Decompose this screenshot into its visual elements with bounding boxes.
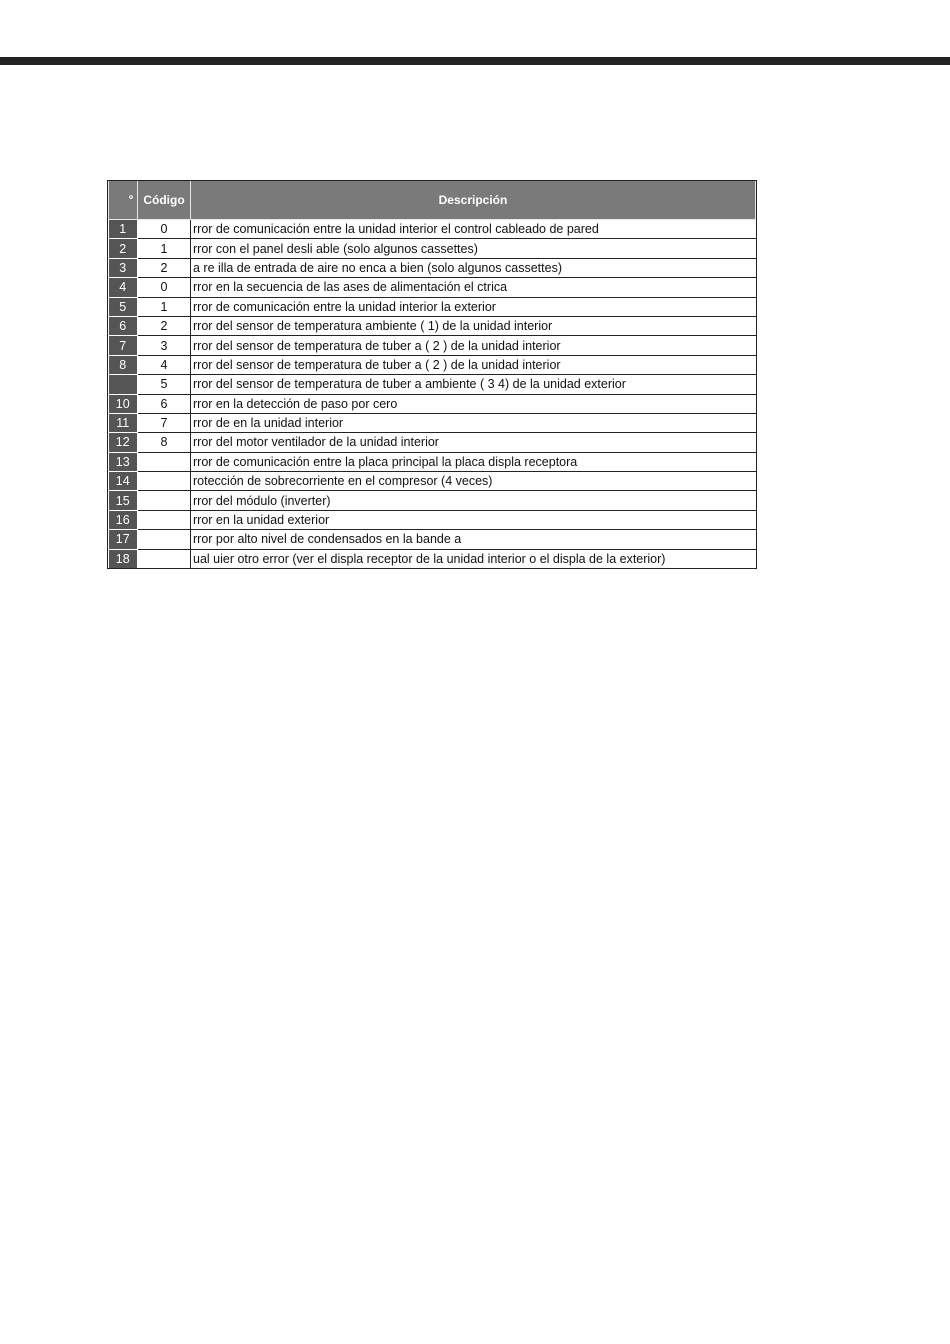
row-number: 14 bbox=[109, 472, 138, 491]
table-row bbox=[109, 220, 756, 239]
table-row bbox=[109, 375, 756, 394]
row-description: rror en la unidad exterior bbox=[191, 510, 756, 529]
row-number: 8 bbox=[109, 355, 138, 374]
row-number: 3 bbox=[109, 258, 138, 277]
row-code: 5 bbox=[138, 375, 191, 394]
row-code bbox=[138, 491, 191, 510]
table-row bbox=[109, 297, 756, 316]
row-number: 13 bbox=[109, 452, 138, 471]
row-code: 2 bbox=[138, 258, 191, 277]
row-code: 0 bbox=[138, 220, 191, 239]
row-number: 4 bbox=[109, 278, 138, 297]
row-code: 0 bbox=[138, 278, 191, 297]
table-row bbox=[109, 549, 756, 568]
row-description: rror de comunicación entre la unidad interior el control cableado de pared bbox=[191, 220, 756, 239]
row-number: 18 bbox=[109, 549, 138, 568]
table-row bbox=[109, 491, 756, 510]
row-description: rror del sensor de temperatura de tuber a ( 2 ) de la unidad interior bbox=[191, 336, 756, 355]
row-code: 1 bbox=[138, 297, 191, 316]
row-code bbox=[138, 510, 191, 529]
row-code: 4 bbox=[138, 355, 191, 374]
header-number: º bbox=[109, 181, 138, 220]
table-row bbox=[109, 355, 756, 374]
row-code: 3 bbox=[138, 336, 191, 355]
header-code: Código bbox=[138, 181, 191, 220]
row-code bbox=[138, 472, 191, 491]
table-row bbox=[109, 258, 756, 277]
row-description: rror del sensor de temperatura de tuber a ( 2 ) de la unidad interior bbox=[191, 355, 756, 374]
row-description: rror por alto nivel de condensados en la bande a bbox=[191, 530, 756, 549]
row-number: 15 bbox=[109, 491, 138, 510]
row-description: rror de en la unidad interior bbox=[191, 413, 756, 432]
top-rule bbox=[0, 57, 950, 65]
row-code bbox=[138, 452, 191, 471]
table-row bbox=[109, 278, 756, 297]
table-row bbox=[109, 452, 756, 471]
row-number: 10 bbox=[109, 394, 138, 413]
row-code: 7 bbox=[138, 413, 191, 432]
row-code: 1 bbox=[138, 239, 191, 258]
row-number: 16 bbox=[109, 510, 138, 529]
row-description: rror en la secuencia de las ases de alimentación el ctrica bbox=[191, 278, 756, 297]
row-code bbox=[138, 530, 191, 549]
row-number: 5 bbox=[109, 297, 138, 316]
row-number: 7 bbox=[109, 336, 138, 355]
table-row bbox=[109, 433, 756, 452]
error-code-table bbox=[107, 180, 757, 569]
table-row bbox=[109, 472, 756, 491]
row-number: 6 bbox=[109, 316, 138, 335]
row-description: a re illa de entrada de aire no enca a bien (solo algunos cassettes) bbox=[191, 258, 756, 277]
row-number: 11 bbox=[109, 413, 138, 432]
row-description: rror con el panel desli able (solo algunos cassettes) bbox=[191, 239, 756, 258]
row-description: rror de comunicación entre la unidad interior la exterior bbox=[191, 297, 756, 316]
row-code: 2 bbox=[138, 316, 191, 335]
row-description: ual uier otro error (ver el displa receptor de la unidad interior o el displa de la exterior) bbox=[193, 551, 666, 566]
row-number: 2 bbox=[109, 239, 138, 258]
row-description: rror en la detección de paso por cero bbox=[191, 394, 756, 413]
table-row bbox=[109, 239, 756, 258]
table-row bbox=[109, 316, 756, 335]
table-header-row bbox=[109, 181, 756, 220]
table-row bbox=[109, 510, 756, 529]
row-code bbox=[138, 549, 191, 568]
table-row bbox=[109, 530, 756, 549]
row-code: 6 bbox=[138, 394, 191, 413]
table-row bbox=[109, 413, 756, 432]
row-number: 12 bbox=[109, 433, 138, 452]
row-description: rror del motor ventilador de la unidad interior bbox=[191, 433, 756, 452]
table-row bbox=[109, 336, 756, 355]
row-description: rror del módulo (inverter) bbox=[191, 491, 756, 510]
row-description: rotección de sobrecorriente en el compresor (4 veces) bbox=[191, 472, 756, 491]
header-description: Descripción bbox=[191, 181, 756, 220]
row-description: rror del sensor de temperatura ambiente ( 1) de la unidad interior bbox=[191, 316, 756, 335]
table-row bbox=[109, 394, 756, 413]
row-code: 8 bbox=[138, 433, 191, 452]
row-number: 1 bbox=[109, 220, 138, 239]
row-description: rror del sensor de temperatura de tuber a ambiente ( 3 4) de la unidad exterior bbox=[191, 375, 756, 394]
row-number bbox=[109, 375, 138, 394]
row-number: 17 bbox=[109, 530, 138, 549]
row-description: rror de comunicación entre la placa principal la placa displa receptora bbox=[191, 452, 756, 471]
